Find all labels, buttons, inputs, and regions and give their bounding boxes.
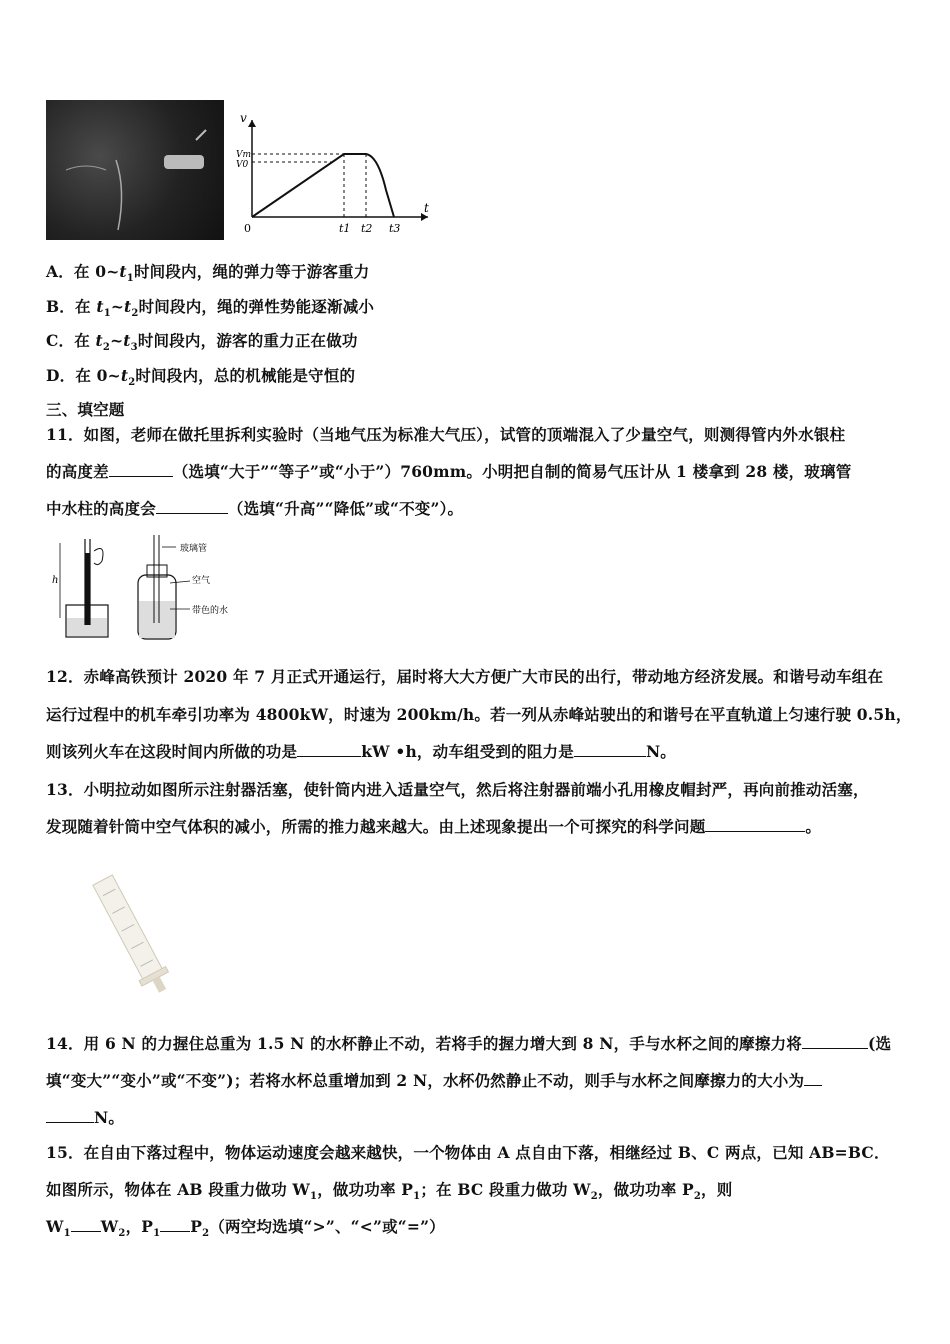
- q11-line-3: 中水柱的高度会 （选填“升高”“降低”或“不变”）。: [46, 499, 464, 518]
- graph-t-axis-label: t: [424, 201, 429, 215]
- q13-blank[interactable]: [705, 817, 805, 832]
- q11-line-2: 的高度差 （选填“大于”“等子”或“小于”）760mm。小明把自制的简易气压计从 1 楼拿到 28 楼，玻璃管: [46, 462, 852, 481]
- q11-air-label: 空气: [192, 576, 211, 586]
- syringe-image: [78, 866, 188, 1001]
- q12-line-2: 运行过程中的机车牵引功率为 4800kW，时速为 200km/h。若一列从赤峰站驶出的和谐号在平直轨道上匀速行驶 0.5h，: [46, 705, 912, 724]
- q12-blank-1[interactable]: [297, 742, 361, 757]
- graph-t3-label: t3: [389, 222, 401, 235]
- q15-blank-2[interactable]: [160, 1217, 190, 1232]
- q12-blank-2[interactable]: [574, 742, 646, 757]
- q12-line-1: 12．赤峰高铁预计 2020 年 7 月正式开通运行，届时将大大方便广大市民的出行，带动地方经济发展。和谐号动车组在: [46, 667, 884, 686]
- q14-line-3: N。: [46, 1106, 910, 1128]
- q14-blank-2a[interactable]: [804, 1071, 822, 1086]
- q11-h-label: h: [52, 575, 59, 586]
- q15-line-1: 15．在自由下落过程中，物体运动速度会越来越快，一个物体由 A 点自由下落，相继经过 B、C 两点，已知 AB=BC．: [46, 1143, 890, 1162]
- q12-line-3: 则该列火车在这段时间内所做的功是 kW •h，动车组受到的阻力是 N。: [46, 742, 677, 761]
- q13-line-2: 发现随着针筒中空气体积的减小，所需的推力越来越大。由上述现象提出一个可探究的科学问题 。: [46, 817, 822, 836]
- bungee-photo-sketch: [46, 100, 224, 240]
- q10-option-b: B．在 $t_1\sim t_2$时间段内，绳的弹性势能逐渐减小: [46, 297, 375, 320]
- q11-blank-2[interactable]: [156, 499, 228, 514]
- q11-glass-label: 玻璃管: [180, 544, 208, 554]
- q11-blank-1[interactable]: [109, 462, 173, 477]
- graph-origin-label: 0: [244, 222, 251, 235]
- graph-t2-label: t2: [361, 222, 373, 235]
- velocity-time-graph: [236, 112, 436, 237]
- graph-t1-label: t1: [339, 222, 351, 235]
- q15-blank-1[interactable]: [71, 1217, 101, 1232]
- q11-line-1: 11．如图，老师在做托里拆利实验时（当地气压为标准大气压），试管的顶端混入了少量空气，则测得管内外水银柱: [46, 425, 846, 444]
- q10-option-a: A．在 $0\sim t_1$时间段内，绳的弹力等于游客重力: [46, 262, 370, 285]
- q13-line-1: 13．小明拉动如图所示注射器活塞，使针筒内进入适量空气，然后将注射器前端小孔用橡皮帽封严，再向前推动活塞，: [46, 780, 869, 799]
- bungee-photo: [46, 100, 224, 240]
- q11-water-label: 带色的水: [192, 606, 229, 616]
- q14-line-2: 填“变大”“变小”或“不变”)；若将水杯总重增加到 2 N，水杯仍然静止不动，则手与水杯之间摩擦力的大小为: [46, 1069, 910, 1091]
- q15-line-3: $W_1$ $W_2$，$P_1$ $P_2$（两空均选填“>”、“<”或“=”）: [46, 1217, 445, 1240]
- q15-line-2: 如图所示，物体在 AB 段重力做功 $W_1$，做功功率 $P_1$；在 BC 段重力做功 $W_2$，做功功率 $P_2$，则: [46, 1180, 733, 1203]
- q14-line-1: 14．用 6 N 的力握住总重为 1.5 N 的水杯静止不动，若将手的握力增大到 8 N，手与水杯之间的摩擦力将 (选: [46, 1034, 892, 1053]
- q10-option-c: C．在 $t_2\sim t_3$时间段内，游客的重力正在做功: [46, 331, 358, 354]
- graph-vm-label: Vm: [236, 150, 252, 160]
- section-title: 三、填空题: [46, 400, 125, 419]
- q14-blank-2b[interactable]: [46, 1108, 94, 1123]
- q11-figure: [50, 533, 240, 643]
- q10-option-d: D．在 $0\sim t_2$时间段内，总的机械能是守恒的: [46, 366, 356, 389]
- graph-v0-label: V0: [236, 160, 249, 170]
- graph-v-label: v: [240, 112, 247, 125]
- q14-blank-1[interactable]: [802, 1034, 868, 1049]
